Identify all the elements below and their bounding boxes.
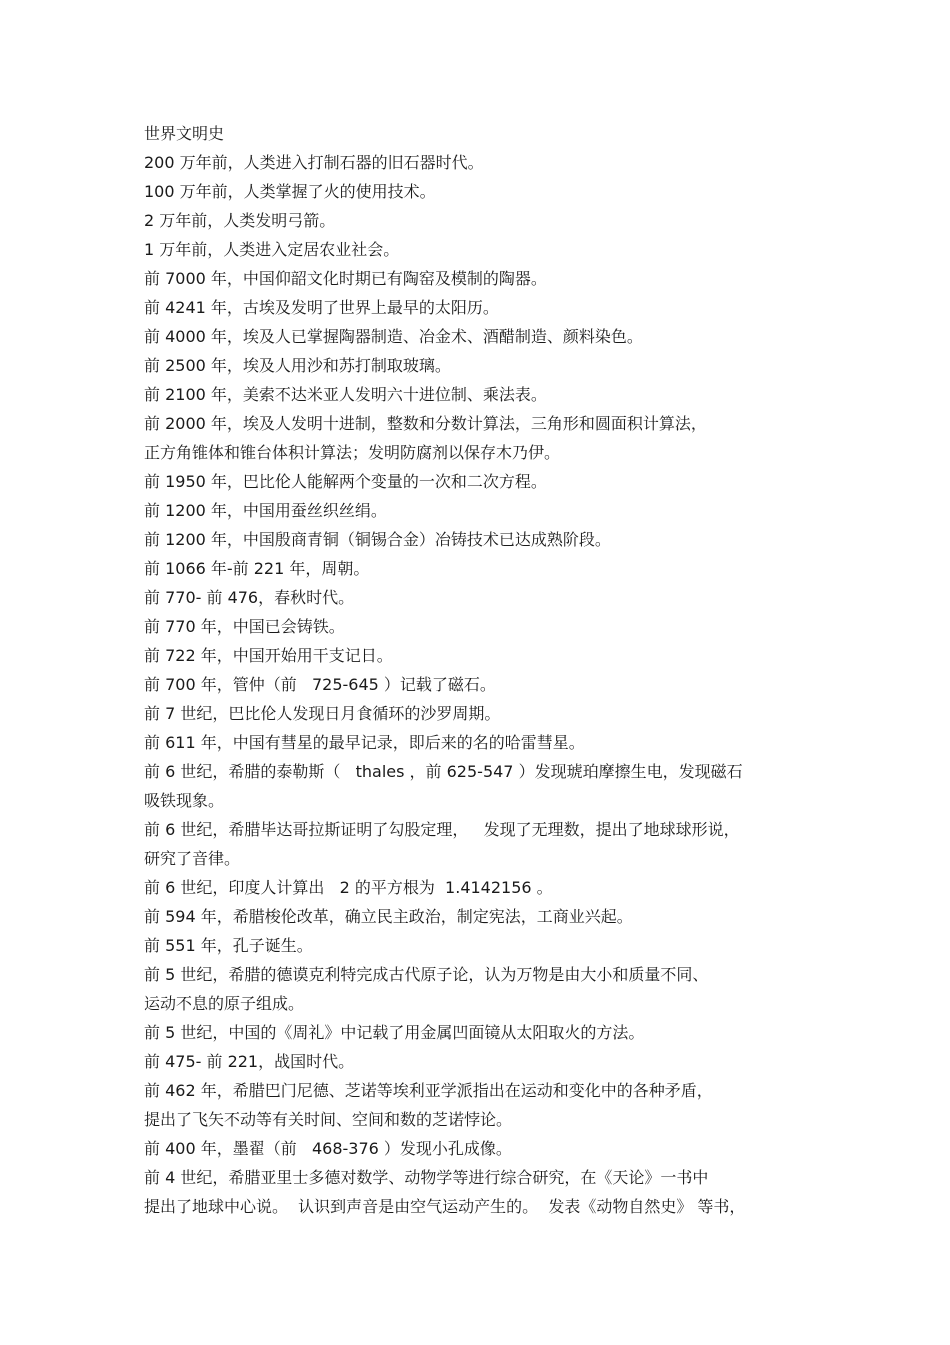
text-line: 提出了地球中心说。 认识到声音是由空气运动产生的。 发表《动物自然史》 等书， bbox=[144, 1197, 746, 1216]
text-line: 前 400 年，墨翟（前 468-376 ）发现小孔成像。 bbox=[144, 1139, 512, 1158]
text-line: 1 万年前，人类进入定居农业社会。 bbox=[144, 240, 400, 259]
text-line: 前 1066 年-前 221 年，周朝。 bbox=[144, 559, 370, 578]
text-line: 2 万年前，人类发明弓箭。 bbox=[144, 211, 336, 230]
text-line: 前 462 年，希腊巴门尼德、芝诺等埃利亚学派指出在运动和变化中的各种矛盾， bbox=[144, 1081, 713, 1100]
text-line: 200 万年前，人类进入打制石器的旧石器时代。 bbox=[144, 153, 484, 172]
text-line: 前 722 年，中国开始用干支记日。 bbox=[144, 646, 393, 665]
text-line: 前 1200 年，中国用蚕丝织丝绢。 bbox=[144, 501, 387, 520]
text-line: 前 7 世纪，巴比伦人发现日月食循环的沙罗周期。 bbox=[144, 704, 501, 723]
text-line: 前 1950 年，巴比伦人能解两个变量的一次和二次方程。 bbox=[144, 472, 547, 491]
text-line: 前 2500 年，埃及人用沙和苏打制取玻璃。 bbox=[144, 356, 451, 375]
text-line: 前 4 世纪，希腊亚里士多德对数学、动物学等进行综合研究，在《天论》一书中 bbox=[144, 1168, 709, 1187]
document-body bbox=[144, 119, 824, 1221]
text-line: 正方角锥体和锥台体积计算法；发明防腐剂以保存木乃伊。 bbox=[144, 443, 561, 462]
text-line: 前 594 年，希腊梭伦改革，确立民主政治，制定宪法，工商业兴起。 bbox=[144, 907, 633, 926]
text-line: 前 6 世纪，希腊的泰勒斯（ thales ，前 625-547 ）发现琥珀摩擦生电，发现磁石 bbox=[144, 762, 743, 781]
text-line: 前 770- 前 476，春秋时代。 bbox=[144, 588, 355, 607]
text-line: 前 6 世纪，印度人计算出 2 的平方根为 1.4142156 。 bbox=[144, 878, 553, 897]
text-line: 前 700 年，管仲（前 725-645 ）记载了磁石。 bbox=[144, 675, 496, 694]
text-line: 前 551 年，孔子诞生。 bbox=[144, 936, 313, 955]
text-line: 研究了音律。 bbox=[144, 849, 241, 868]
text-line: 前 770 年，中国已会铸铁。 bbox=[144, 617, 345, 636]
text-line: 前 1200 年，中国殷商青铜（铜锡合金）冶铸技术已达成熟阶段。 bbox=[144, 530, 611, 549]
text-line: 前 611 年，中国有彗星的最早记录，即后来的名的哈雷彗星。 bbox=[144, 733, 585, 752]
text-line: 前 475- 前 221，战国时代。 bbox=[144, 1052, 355, 1071]
text-line: 前 5 世纪，希腊的德谟克利特完成古代原子论，认为万物是由大小和质量不同、 bbox=[144, 965, 709, 984]
text-line: 前 6 世纪，希腊毕达哥拉斯证明了勾股定理， 发现了无理数，提出了地球球形说， bbox=[144, 820, 740, 839]
text-line: 前 4000 年，埃及人已掌握陶器制造、冶金术、酒醋制造、颜料染色。 bbox=[144, 327, 643, 346]
text-line: 前 7000 年，中国仰韶文化时期已有陶窑及模制的陶器。 bbox=[144, 269, 547, 288]
text-line: 前 2000 年，埃及人发明十进制，整数和分数计算法，三角形和圆面积计算法， bbox=[144, 414, 707, 433]
text-line: 前 2100 年，美索不达米亚人发明六十进位制、乘法表。 bbox=[144, 385, 547, 404]
text-line: 运动不息的原子组成。 bbox=[144, 994, 305, 1013]
text-line: 前 5 世纪，中国的《周礼》中记载了用金属凹面镜从太阳取火的方法。 bbox=[144, 1023, 645, 1042]
text-line: 提出了飞矢不动等有关时间、空间和数的芝诺悖论。 bbox=[144, 1110, 513, 1129]
document-title: 世界文明史 bbox=[144, 124, 225, 143]
text-line: 吸铁现象。 bbox=[144, 791, 225, 810]
text-line: 100 万年前，人类掌握了火的使用技术。 bbox=[144, 182, 436, 201]
text-line: 前 4241 年，古埃及发明了世界上最早的太阳历。 bbox=[144, 298, 499, 317]
